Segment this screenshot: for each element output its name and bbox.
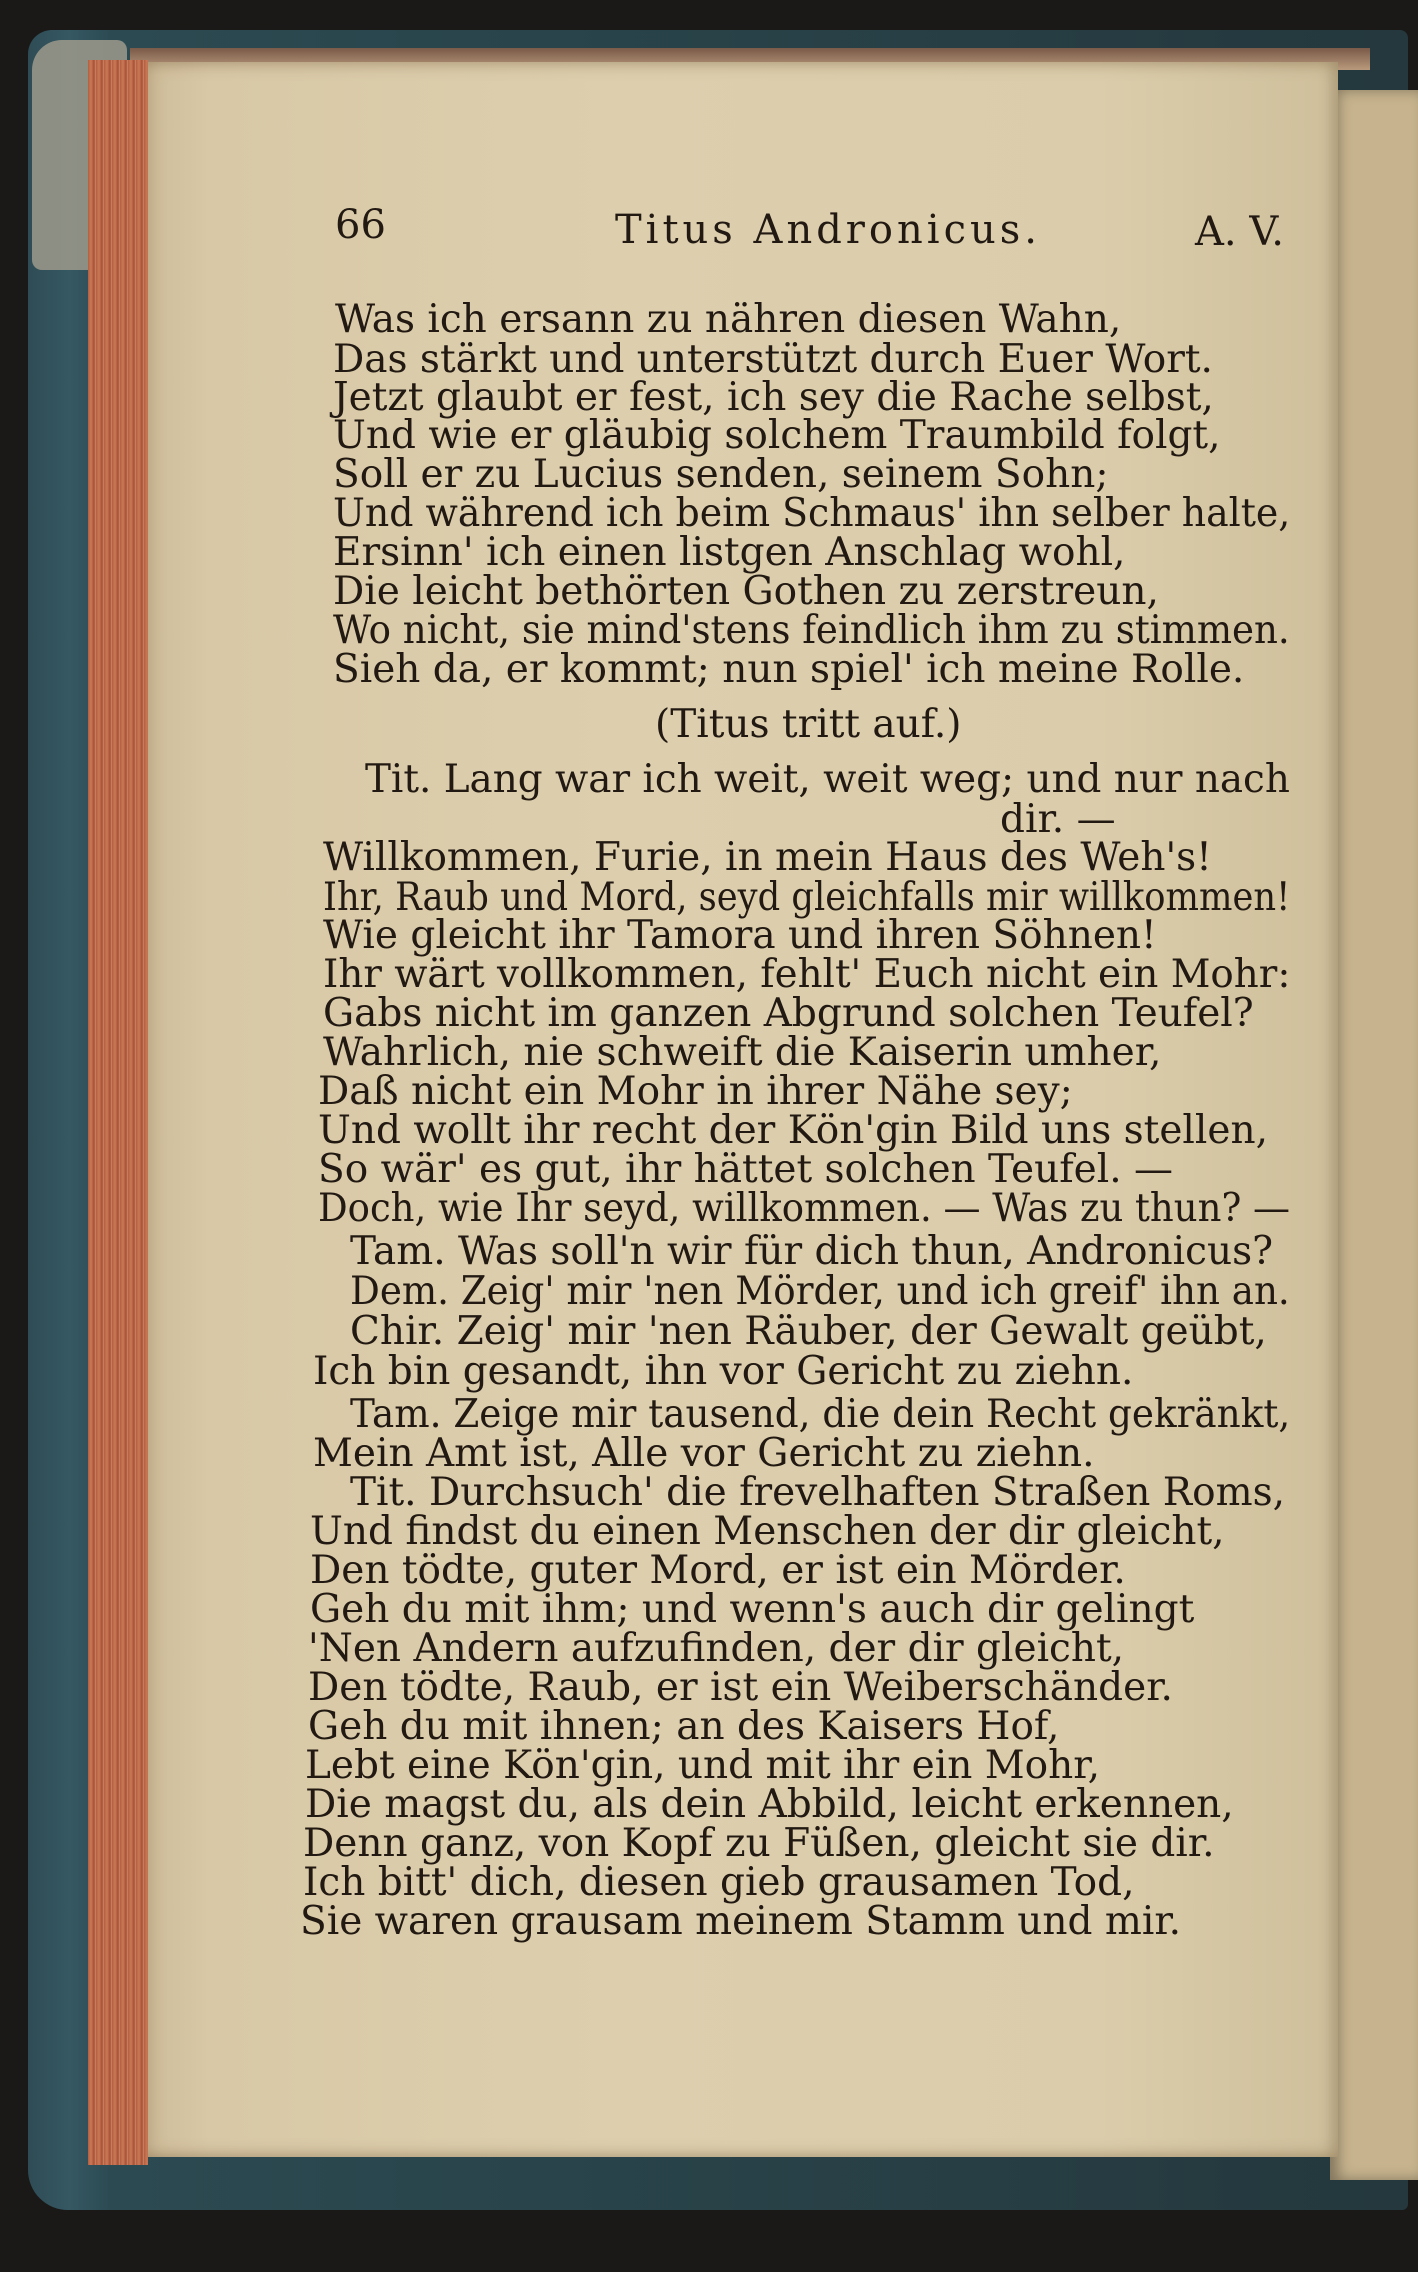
text-line: Gabs nicht im ganzen Abgrund solchen Teufel? <box>323 991 1254 1036</box>
text-line: Die leicht bethörten Gothen zu zerstreun, <box>333 569 1159 614</box>
text-line: Ich bitt' dich, diesen gieb grausamen Tod, <box>303 1860 1135 1905</box>
text-line: Tam. Zeige mir tausend, die dein Recht gekränkt, <box>350 1392 1291 1437</box>
text-line: Wahrlich, nie schweift die Kaiserin umher, <box>323 1030 1162 1075</box>
text-line: Doch, wie Ihr seyd, willkommen. — Was zu thun? — <box>318 1186 1291 1231</box>
text-line: Das stärkt und unterstützt durch Euer Wort. <box>333 337 1213 382</box>
text-line: Sie waren grausam meinem Stamm und mir. <box>300 1899 1182 1944</box>
text-line: Ihr, Raub und Mord, seyd gleichfalls mir willkommen! <box>323 875 1291 920</box>
act-marker: A. V. <box>1195 209 1284 255</box>
stage-direction: (Titus tritt auf.) <box>655 702 962 747</box>
text-line: Denn ganz, von Kopf zu Füßen, gleicht sie dir. <box>303 1821 1215 1866</box>
text-line: Tit. Durchsuch' die frevelhaften Straßen Roms, <box>350 1470 1286 1515</box>
text-line: Soll er zu Lucius senden, seinem Sohn; <box>333 452 1109 497</box>
text-line: Was ich ersann zu nähren diesen Wahn, <box>335 297 1122 342</box>
text-line: Den tödte, guter Mord, er ist ein Mörder. <box>310 1548 1126 1593</box>
text-line: 'Nen Andern aufzufinden, der dir gleicht, <box>308 1626 1125 1671</box>
text-line: Tam. Was soll'n wir für dich thun, Andronicus? <box>350 1229 1273 1274</box>
text-line: Sieh da, er kommt; nun spiel' ich meine Rolle. <box>333 647 1245 692</box>
text-line: Und während ich beim Schmaus' ihn selber halte, <box>333 491 1291 536</box>
text-line: Wo nicht, sie mind'stens feindlich ihm zu stimmen. <box>333 608 1290 653</box>
running-title: Titus Andronicus. <box>615 207 1041 253</box>
text-line: Ihr wärt vollkommen, fehlt' Euch nicht ein Mohr: <box>323 952 1291 997</box>
page-number: 66 <box>335 202 386 248</box>
text-line: Chir. Zeig' mir 'nen Räuber, der Gewalt geübt, <box>350 1309 1267 1354</box>
text-line: So wär' es gut, ihr hättet solchen Teufel. — <box>318 1147 1174 1192</box>
text-line: Und wollt ihr recht der Kön'gin Bild uns stellen, <box>318 1108 1268 1153</box>
text-line: dir. — <box>1000 797 1116 842</box>
text-line: Willkommen, Furie, in mein Haus des Weh's! <box>323 835 1212 880</box>
text-line: Dem. Zeig' mir 'nen Mörder, und ich greif' ihn an. <box>350 1269 1290 1314</box>
text-line: Geh du mit ihnen; an des Kaisers Hof, <box>308 1704 1060 1749</box>
text-line: Und findst du einen Menschen der dir gleicht, <box>310 1509 1225 1554</box>
text-line: Den tödte, Raub, er ist ein Weiberschänder. <box>308 1665 1173 1710</box>
text-line: Daß nicht ein Mohr in ihrer Nähe sey; <box>318 1069 1073 1114</box>
text-line: Die magst du, als dein Abbild, leicht erkennen, <box>305 1782 1234 1827</box>
text-line: Jetzt glaubt er fest, ich sey die Rache selbst, <box>333 375 1214 420</box>
text-line: Wie gleicht ihr Tamora und ihren Söhnen! <box>323 913 1157 958</box>
text-line: Und wie er gläubig solchem Traumbild folgt, <box>333 413 1221 458</box>
text-line: Mein Amt ist, Alle vor Gericht zu ziehn. <box>313 1431 1095 1476</box>
text-line: Tit. Lang war ich weit, weit weg; und nur nach <box>365 757 1290 802</box>
text-line: Lebt eine Kön'gin, und mit ihr ein Mohr, <box>305 1743 1101 1788</box>
text-line: Geh du mit ihm; und wenn's auch dir gelingt <box>310 1587 1195 1632</box>
text-line: Ersinn' ich einen listgen Anschlag wohl, <box>333 530 1126 575</box>
text-line: Ich bin gesandt, ihn vor Gericht zu ziehn. <box>313 1349 1134 1394</box>
